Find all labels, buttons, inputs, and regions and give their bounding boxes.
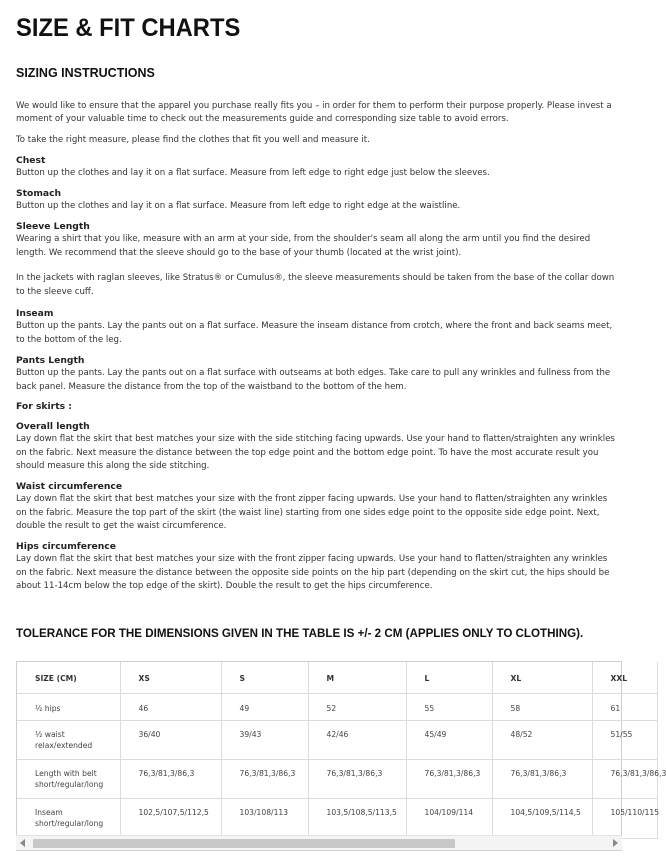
inseam-section — [16, 307, 620, 347]
table-header-cell: XXL — [592, 662, 657, 693]
page-title: SIZE & FIT CHARTS — [16, 14, 241, 42]
table-cell: 39/43 — [221, 720, 308, 759]
table-cell: 103/108/113 — [221, 798, 308, 838]
table-header-cell: L — [406, 662, 492, 693]
section-heading: Overall length — [16, 421, 90, 432]
table-cell: 76,3/81,3/86,3 — [308, 759, 406, 798]
section-text: Button up the clothes and lay it on a flat surface. Measure from left edge to right edge just below the sleeves. — [16, 168, 490, 179]
pants-length-section — [16, 354, 620, 394]
table-cell: Length with belt short/regular/long — [17, 759, 120, 798]
table-header-cell: XL — [492, 662, 592, 693]
table-cell: 103,5/108,5/113,5 — [308, 798, 406, 838]
table-cell: 51/55 — [592, 720, 657, 759]
table-cell: 42/46 — [308, 720, 406, 759]
scroll-left-arrow-icon[interactable] — [20, 839, 25, 847]
table-header-cell: SIZE (CM) — [17, 662, 120, 693]
table-row — [17, 759, 657, 798]
table-cell: 104,5/109,5/114,5 — [492, 798, 592, 838]
table-cell: 104/109/114 — [406, 798, 492, 838]
table-cell: 36/40 — [120, 720, 221, 759]
section-heading: Inseam — [16, 308, 54, 319]
intro-paragraph: To take the right measure, please find the clothes that fit you well and measure it. — [16, 134, 370, 145]
section-heading: For skirts : — [16, 401, 72, 412]
sizing-instructions-title: SIZING INSTRUCTIONS — [16, 66, 155, 80]
table-cell: Inseam short/regular/long — [17, 798, 120, 838]
table-cell: 76,3/81,3/86,3 — [592, 759, 657, 798]
table-cell: 76,3/81,3/86,3 — [221, 759, 308, 798]
size-table — [17, 662, 666, 839]
intro-block — [16, 100, 620, 147]
section-text: Button up the pants. Lay the pants out on a flat surface. Measure the inseam distance from crotch, where the front and back seams meet, to the bottom of the leg. — [16, 321, 613, 345]
table-cell: 102,5/107,5/112,5 — [120, 798, 221, 838]
hips-circumference-section — [16, 540, 620, 594]
table-cell: 61 — [592, 693, 657, 720]
section-heading: Sleeve Length — [16, 221, 90, 232]
table-cell: ½ hips — [17, 693, 120, 720]
table-row — [17, 798, 657, 838]
section-text: Button up the pants. Lay the pants out on a flat surface with outseams at both edges. Take care to pull any wrinkles and fullness from the back panel. Measure the distance from the top of the waistband to the bottom of the hem. — [16, 368, 611, 392]
table-cell: 45/49 — [406, 720, 492, 759]
section-text: Wearing a shirt that you like, measure with an arm at your side, from the shoulder's seam all along the arm until you find the desired length. We recommend that the sleeve should go to the base of your thumb (located at the wrist joint). — [16, 234, 591, 258]
section-heading: Pants Length — [16, 355, 85, 366]
scroll-right-arrow-icon[interactable] — [613, 839, 618, 847]
table-cell: 76,3/81,3/86,3 — [120, 759, 221, 798]
table-cell: 76,3/81,3/86,3 — [492, 759, 592, 798]
table-header-cell: XS — [120, 662, 221, 693]
section-heading: Waist circumference — [16, 481, 123, 492]
table-header-row — [17, 662, 657, 693]
table-header-cell: S — [221, 662, 308, 693]
overall-length-section — [16, 420, 620, 474]
chest-section — [16, 154, 620, 181]
section-heading: Chest — [16, 155, 46, 166]
tolerance-title: TOLERANCE FOR THE DIMENSIONS GIVEN IN THE TABLE IS +/- 2 CM (APPLIES ONLY TO CLOTHING). — [16, 627, 584, 640]
section-text: Button up the clothes and lay it on a flat surface. Measure from left edge to right edge at the waistline. — [16, 201, 461, 212]
size-table-container[interactable] — [16, 661, 666, 851]
table-cell: 105/110/115 — [592, 798, 657, 838]
section-text: Lay down flat the skirt that best matches your size with the front zipper facing upwards. Use your hand to flatten/straighten any wrinkles on the fabric. Next measure the distance between the opposite side points on the hip part (depending on the skirt cut, the hips should be about 11-14cm below the top edge of the skirt). Double the result to get the hips circumference. — [16, 554, 610, 592]
section-heading: Stomach — [16, 188, 62, 199]
table-cell: 49 — [221, 693, 308, 720]
table-cell: 55 — [406, 693, 492, 720]
table-row — [17, 693, 657, 720]
table-cell: ½ waist relax/extended — [17, 720, 120, 759]
table-row — [17, 720, 657, 759]
horizontal-scrollbar[interactable] — [16, 835, 622, 850]
skirts-heading-block — [16, 400, 620, 413]
table-cell: 46 — [120, 693, 221, 720]
intro-paragraph: We would like to ensure that the apparel you purchase really fits you – in order for them to perform their purpose properly. Please invest a moment of your valuable time to check out the measurements guide and corresponding size table to avoid errors. — [16, 101, 612, 125]
table-cell: 48/52 — [492, 720, 592, 759]
sleeve-length-section — [16, 220, 620, 299]
table-cell: 52 — [308, 693, 406, 720]
table-cell: 58 — [492, 693, 592, 720]
stomach-section — [16, 187, 620, 214]
section-text: Lay down flat the skirt that best matches your size with the front zipper facing upwards. Use your hand to flatten/straighten any wrinkles on the fabric. Measure the top part of the skirt (the waist line) starting from one sides edge point to the opposite side edge point. Next, double the result to get the waist circumference. — [16, 494, 608, 532]
section-text: Lay down flat the skirt that best matches your size with the side stitching facing upwards. Use your hand to flatten/straighten any wrinkles on the fabric. Next measure the distance between the top edge point and the bottom edge point. To have the most accurate result you should measure this along the side stitching. — [16, 434, 615, 472]
scrollbar-thumb[interactable] — [33, 839, 455, 848]
waist-circumference-section — [16, 480, 620, 534]
section-text: In the jackets with raglan sleeves, like Stratus® or Cumulus®, the sleeve measurements should be taken from the base of the collar down to the sleeve cuff. — [16, 273, 615, 297]
section-heading: Hips circumference — [16, 541, 116, 552]
table-header-cell: M — [308, 662, 406, 693]
table-cell: 76,3/81,3/86,3 — [406, 759, 492, 798]
